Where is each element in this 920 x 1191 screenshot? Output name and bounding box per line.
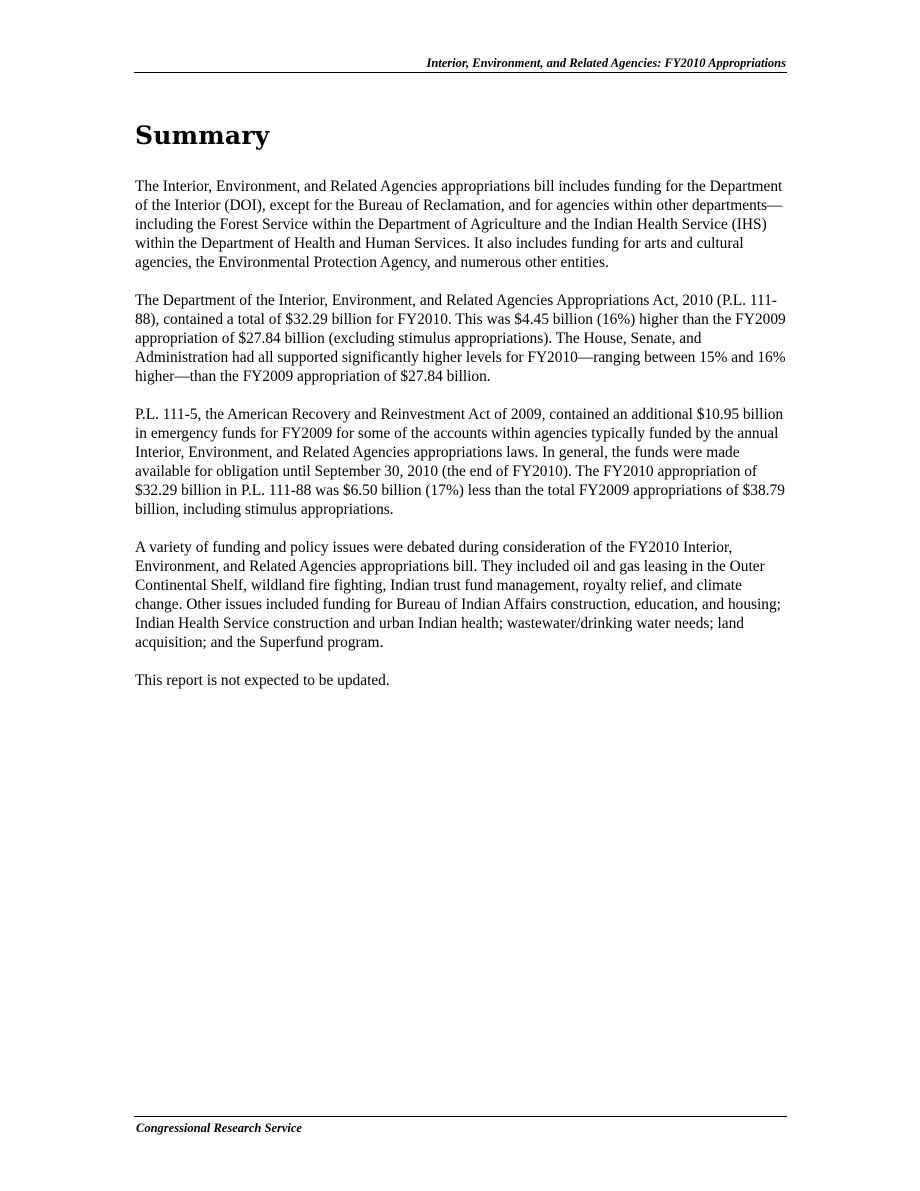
paragraph-4: A variety of funding and policy issues were debated during consideration of the FY2010 Interior, Environment, and Related Agencies appropriations bill. They included oil and gas leasing in the Outer Continental Shelf, wildland fire fighting, Indian trust fund management, royalty relief, and climate change. Other issues included funding for Bureau of Indian Affairs construction, education, and housing; Indian Health Service construction and urban Indian health; wastewater/drinking water needs; land acquisition; and the Superfund program. bbox=[135, 539, 781, 651]
summary-body bbox=[135, 177, 791, 709]
footer-rule bbox=[134, 1116, 787, 1117]
header-rule bbox=[134, 72, 787, 73]
paragraph-3: P.L. 111-5, the American Recovery and Reinvestment Act of 2009, contained an additional $10.95 billion in emergency funds for FY2009 for some of the accounts within agencies typically funded by the annual Interior, Environment, and Related Agencies appropriations laws. In general, the funds were made available for obligation until September 30, 2010 (the end of FY2010). The FY2010 appropriation of $32.29 billion in P.L. 111-88 was $6.50 billion (17%) less than the total FY2009 appropriations of $38.79 billion, including stimulus appropriations. bbox=[135, 406, 785, 518]
paragraph-5: This report is not expected to be updated. bbox=[135, 672, 390, 689]
section-title: Summary bbox=[135, 121, 270, 150]
footer-source: Congressional Research Service bbox=[136, 1121, 302, 1135]
paragraph-1: The Interior, Environment, and Related Agencies appropriations bill includes funding for the Department of the Interior (DOI), except for the Bureau of Reclamation, and for agencies within other departments—including the Forest Service within the Department of Agriculture and the Indian Health Service (IHS) within the Department of Health and Human Services. It also includes funding for arts and cultural agencies, the Environmental Protection Agency, and numerous other entities. bbox=[135, 178, 783, 271]
paragraph-2: The Department of the Interior, Environment, and Related Agencies Appropriations Act, 2010 (P.L. 111-88), contained a total of $32.29 billion for FY2010. This was $4.45 billion (16%) higher than the FY2009 appropriation of $27.84 billion (excluding stimulus appropriations). The House, Senate, and Administration had all supported significantly higher levels for FY2010—ranging between 15% and 16% higher—than the FY2009 appropriation of $27.84 billion. bbox=[135, 292, 786, 385]
running-header: Interior, Environment, and Related Agencies: FY2010 Appropriations bbox=[426, 56, 786, 70]
